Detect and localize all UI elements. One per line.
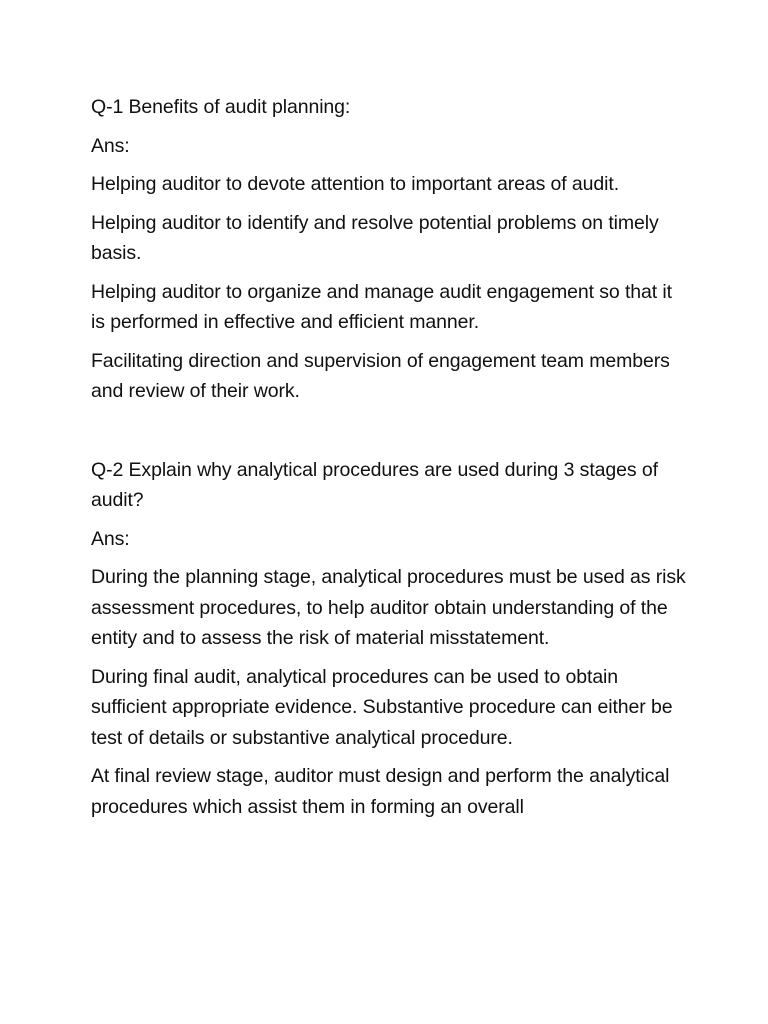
q1-point-3: Helping auditor to organize and manage audit engagement so that it is performed in effective and efficient manner. [91,280,672,333]
q2-point-2: During final audit, analytical procedures can be used to obtain sufficient appropriate evidence. Substantive procedure can either be test of details or substantive analytical procedure. [91,665,673,749]
q1-point-4: Facilitating direction and supervision of engagement team members and review of their work. [91,349,670,402]
q2-point-3: At final review stage, auditor must design and perform the analytical procedures which assist them in forming an overall [91,765,670,818]
section-gap [91,415,691,455]
q2-question: Q-2 Explain why analytical procedures are used during 3 stages of audit? [91,458,658,511]
document-page [91,92,691,830]
q2-point-1: During the planning stage, analytical procedures must be used as risk assessment procedures, to help auditor obtain understanding of the entity and to assess the risk of material misstatement. [91,566,686,649]
q1-answer-label: Ans: [91,134,130,157]
q1-point-1: Helping auditor to devote attention to important areas of audit. [91,173,620,195]
q1-question: Q-1 Benefits of audit planning: [91,96,351,118]
q2-answer-label: Ans: [91,527,130,550]
q1-point-2: Helping auditor to identify and resolve potential problems on timely basis. [91,211,659,264]
